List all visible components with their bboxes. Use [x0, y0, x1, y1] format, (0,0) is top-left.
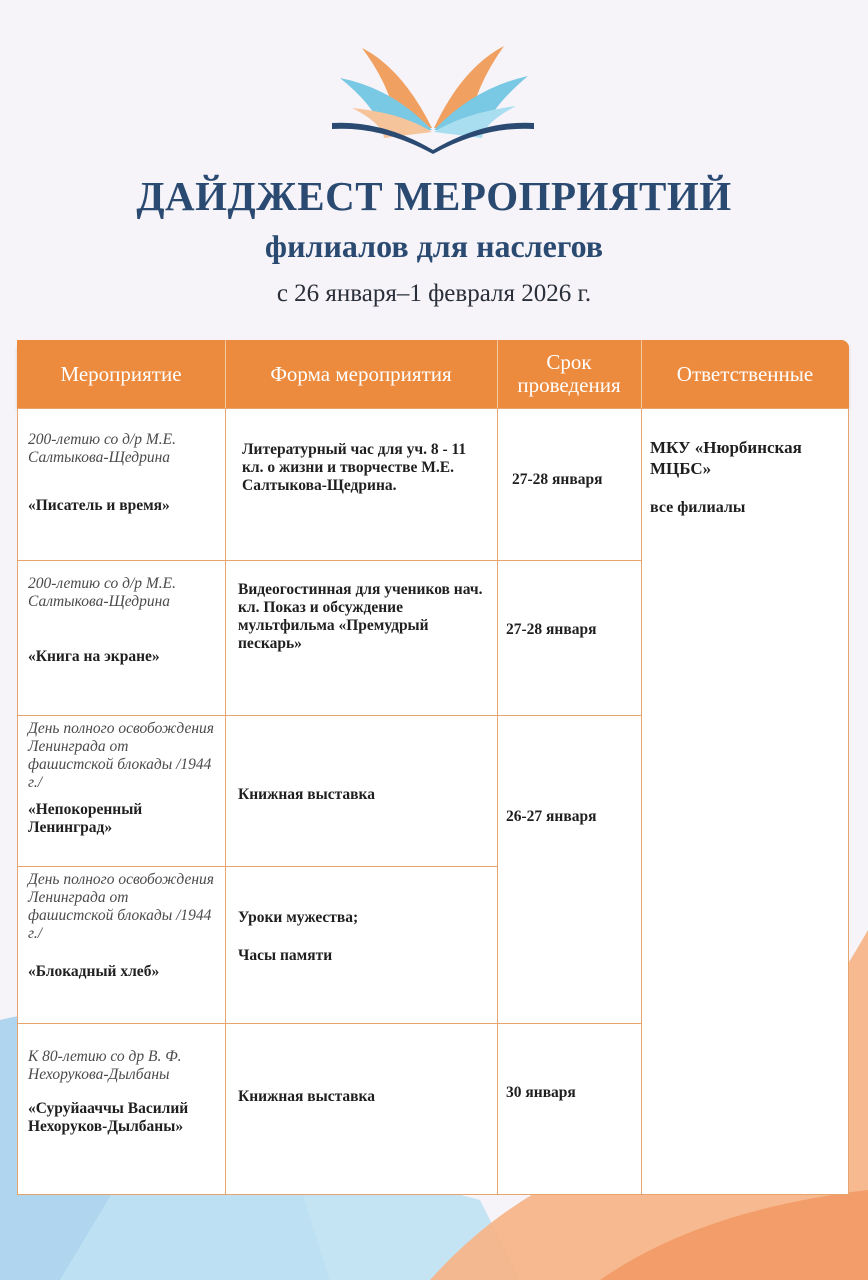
header-divider: [225, 340, 226, 408]
table-cell-date: [497, 715, 642, 1024]
table-cell-form: [225, 560, 498, 716]
event-occasion: 200-летию со д/р М.Е. Салтыкова-Щедрина: [28, 431, 176, 466]
event-form: Видеогостинная для учеников нач. кл. Показ и обсуждение мультфильма «Премудрый пескарь»: [238, 581, 483, 652]
digest-dates: с 26 января–1 февраля 2026 г.: [276, 280, 592, 307]
table-cell-event: [17, 715, 226, 867]
event-occasion: К 80-летию со др В. Ф. Нехорукова-Дылбаны: [28, 1048, 182, 1083]
event-name: «Блокадный хлеб»: [28, 963, 160, 980]
responsible-scope: все филиалы: [650, 499, 746, 516]
event-name: «Непокоренный Ленинград»: [28, 801, 143, 836]
event-form: Литературный час для уч. 8 - 11 кл. о жизни и творчестве М.Е. Салтыкова-Щедрина.: [242, 441, 467, 494]
table-cell-responsible: [641, 408, 849, 1195]
event-name: «Книга на экране»: [28, 648, 160, 665]
table-cell-event: [17, 1023, 226, 1195]
table-cell-form: [225, 408, 498, 561]
event-name: «Писатель и время»: [28, 497, 170, 514]
digest-title: ДАЙДЖЕСТ МЕРОПРИЯТИЙ: [136, 173, 732, 219]
header-divider: [497, 340, 498, 408]
event-occasion: День полного освобождения Ленинграда от фашистской блокады /1944 г./: [28, 720, 214, 791]
table-cell-event: [17, 408, 226, 561]
header-divider: [641, 340, 642, 408]
event-form-line: Уроки мужества;: [238, 909, 359, 926]
event-date: 27-28 января: [506, 621, 597, 638]
table-cell-form: [225, 715, 498, 867]
table-cell-event: [17, 560, 226, 716]
event-form: Книжная выставка: [238, 1088, 376, 1105]
event-date: 26-27 января: [506, 808, 597, 825]
event-occasion: 200-летию со д/р М.Е. Салтыкова-Щедрина: [28, 575, 176, 610]
column-header-responsible: Ответственные: [641, 340, 849, 408]
table-cell-form: [225, 1023, 498, 1195]
table-cell-event: [17, 866, 226, 1024]
table-cell-date: [497, 1023, 642, 1195]
event-date: 27-28 января: [512, 471, 603, 488]
table-cell-date: [497, 560, 642, 716]
column-header-form: Форма мероприятия: [225, 340, 497, 408]
event-occasion: День полного освобождения Ленинграда от фашистской блокады /1944 г./: [28, 871, 214, 942]
events-table: [17, 340, 849, 1195]
event-form: Книжная выставка: [238, 786, 376, 803]
responsible-org: МКУ «Нюрбинская МЦБС»: [650, 438, 802, 478]
event-form-line: Часы памяти: [238, 947, 333, 964]
event-date: 30 января: [506, 1084, 576, 1101]
event-name: «Суруйааччы Василий Нехоруков-Дылбаны»: [28, 1100, 189, 1135]
table-cell-form: [225, 866, 498, 1024]
open-book-logo: [322, 28, 544, 154]
column-header-date: Срок проведения: [497, 340, 641, 408]
column-header-event: Мероприятие: [17, 340, 225, 408]
table-cell-date: [497, 408, 642, 561]
digest-subtitle: филиалов для наслегов: [264, 228, 604, 264]
